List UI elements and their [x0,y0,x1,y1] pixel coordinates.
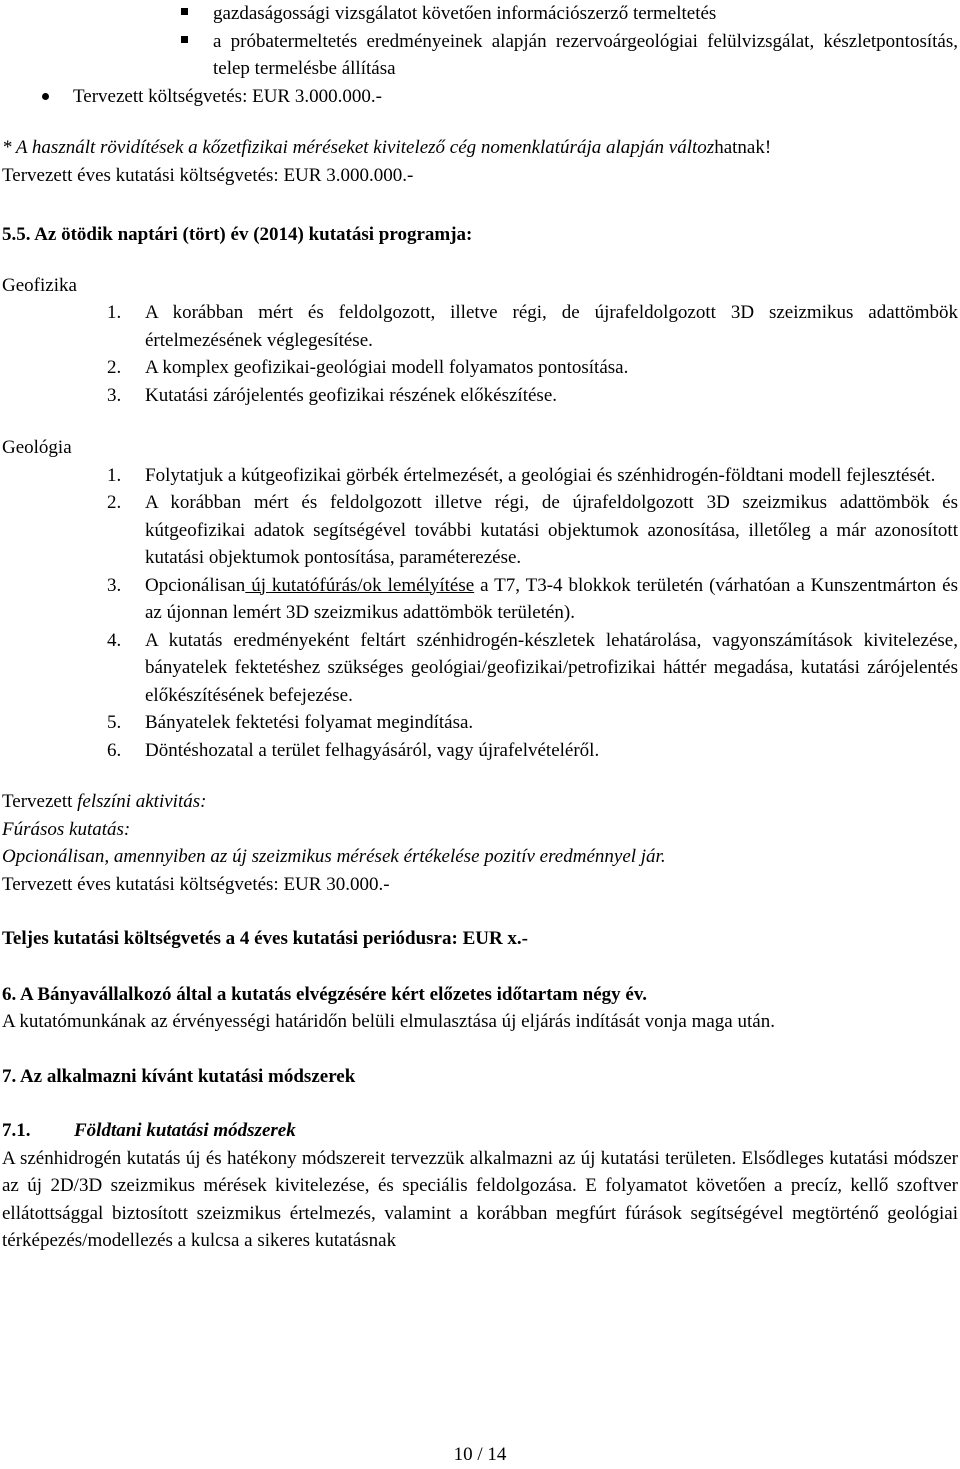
geology-label: Geológia [2,437,72,458]
item-text-pre: Opcionálisan [145,574,246,596]
numbered-item [2,737,958,765]
numbered-item [2,354,958,382]
item-text: Kutatási zárójelentés geofizikai részének előkészítése. [145,384,557,406]
numbered-item [2,572,958,627]
item-text: A korábban mért és feldolgozott illetve régi, de újrafeldolgozott 3D szeizmikus adattömbök és kútgeofizikai adatok segítségével további kutatási objektumok azonosítása, illetőleg a már azonosított kutatási objektumok pontosítása, paraméterezése. [145,492,958,568]
list-item-text: a próbatermeltetés eredményeinek alapján rezervoárgeológiai felülvizsgálat, készletpontosítás, telep termelésbe állítása [213,30,958,79]
budget-text: Tervezett költségvetés: EUR 3.000.000.- [73,85,382,107]
list-item-text: gazdaságossági vizsgálatot követően információszerző termeltetés [213,3,717,24]
numbered-item [2,462,958,490]
section-heading: 5.5. Az ötödik naptári (tört) év (2014) kutatási programja: [2,224,473,245]
list-item [2,28,958,83]
section-heading: 6. A Bányavállalkozó által a kutatás elvégzésére kért előzetes időtartam négy év. [2,983,648,1005]
surface-label-plain: Tervezett [2,791,78,812]
item-text-underlined: új kutatófúrás/ok lemélyítése [245,574,475,596]
optional-note: Opcionálisan, amennyiben az új szeizmikus mérések értékelése pozitív eredménnyel jár. [2,846,666,867]
item-text-post: a T7, T3-4 blokkok területén (várhatóan a Kunszentmárton és az újonnan lemért 3D szeizmikus adattömbök területén). [145,574,958,623]
numbered-item [2,382,958,410]
document-page [2,0,958,1255]
square-bullet-icon [181,8,188,15]
geophysics-label: Geofizika [2,274,77,296]
surface-budget: Tervezett éves kutatási költségvetés: EUR 30.000.- [2,873,390,895]
abbreviation-note [2,134,958,162]
numbered-item [2,489,958,572]
item-number: 5. [107,712,122,733]
item-number: 3. [107,384,122,406]
round-bullet-icon [42,93,49,100]
item-number: 4. [107,629,122,651]
note-italic: * A használt rövidítések a kőzetfizikai méréseket kivitelező cég nomenklatúrája alapján változ [2,137,715,158]
item-text: A korábban mért és feldolgozott, illetve régi, de újrafeldolgozott 3D szeizmikus adattömbök értelmezésének véglegesítése. [145,302,958,351]
annual-budget: Tervezett éves kutatási költségvetés: EUR 3.000.000.- [2,164,414,186]
list-item [2,0,958,28]
item-number: 2. [107,357,122,378]
item-text: Bányatelek fektetési folyamat megindítása. [145,712,474,733]
surface-label-italic: felszíni aktivitás: [77,791,207,812]
item-text: Döntéshozatal a terület felhagyásáról, vagy újrafelvételéről. [145,739,600,761]
item-text: Folytatjuk a kútgeofizikai görbék értelmezését, a geológiai és szénhidrogén-földtani modell fejlesztését. [145,464,936,486]
drilling-label: Fúrásos kutatás: [2,818,131,840]
item-text: A kutatás eredményeként feltárt szénhidrogén-készletek lehatárolása, vagyonszámítások kivitelezése, bányatelek fektetéshez szükséges geológiai/geofizikai/petrofizikai háttér megadása, kutatási zárójelentés előkészítésének befejezése. [145,629,958,706]
numbered-item [2,627,958,710]
numbered-item [2,299,958,354]
numbered-item [2,709,958,737]
subsection-number: 7.1. [2,1120,31,1141]
item-number: 6. [107,739,122,761]
total-budget: Teljes kutatási költségvetés a 4 éves kutatási periódusra: EUR x.- [2,928,529,949]
subsection-title: Földtani kutatási módszerek [74,1120,296,1141]
surface-activity-label [2,788,958,816]
item-text: A komplex geofizikai-geológiai modell folyamatos pontosítása. [145,357,629,378]
page-number: 10 / 14 [453,1444,507,1465]
item-number: 3. [107,574,122,596]
list-item [2,83,958,111]
subsection-heading [2,1117,958,1145]
paragraph: A szénhidrogén kutatás új és hatékony módszereit tervezzük alkalmazni az új kutatási területen. Elsődleges kutatási módszer az új 2D/3D szeizmikus mérések kivitelezése, és speciális feldolgozása. E folyamatot követően a precíz, kellő szoftver ellátottsággal biztosított szeizmikus értelmezés, valamint a korábban megfúrt fúrások segítségével megtörténő geológiai térképezés/modellezés a kulcsa a sikeres kutatásnak [2,1147,958,1251]
section-heading: 7. Az alkalmazni kívánt kutatási módszerek [2,1065,356,1087]
item-number: 1. [107,302,122,323]
paragraph: A kutatómunkának az érvényességi határidőn belüli elmulasztása új eljárás indítását vonja maga után. [2,1011,775,1032]
note-rest: hatnak! [714,137,772,158]
square-bullet-icon [181,36,188,43]
item-number: 1. [107,464,122,486]
item-number: 2. [107,492,122,513]
